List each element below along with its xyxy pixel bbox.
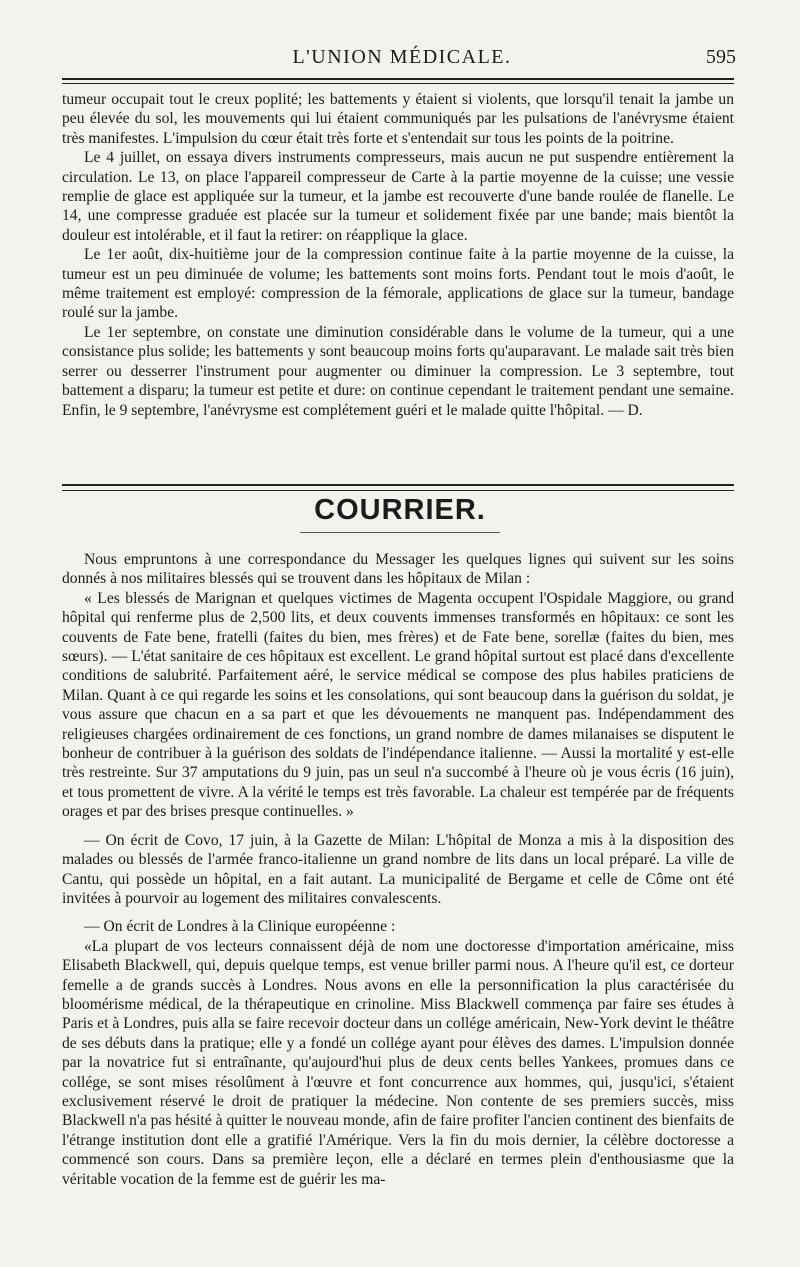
journal-title: L'UNION MÉDICALE. xyxy=(292,46,512,68)
page-number: 595 xyxy=(706,46,736,68)
paragraph: Nous empruntons à une correspondance du Messager les quelques lignes qui suivent sur les soins donnés à nos militaires blessés qui se trouvent dans les hôpitaux de Milan : xyxy=(62,551,734,588)
paragraph: tumeur occupait tout le creux poplité; les battements y étaient si violents, que lorsqu'il tenait la jambe un peu élevée du sol, les mouvements qui lui étaient communiqués par les pulsations de l'anévrysme étaient très manifestes. L'impulsion du cœur était très forte et s'entendait sur tous les points de la poitrine. xyxy=(62,91,734,147)
paragraph: Le 4 juillet, on essaya divers instruments compresseurs, mais aucun ne put suspendre entièrement la circulation. Le 13, on place l'appareil compresseur de Carte à la partie moyenne de la cuisse; une vessie remplie de glace est appliquée sur la tumeur, et la jambe est recouverte d'une bande roulée de flanelle. Le 14, une compresse graduée est placée sur la tumeur et solidement fixée par une bande; mais bientôt la douleur est intolérable, et il faut la retirer: on réapplique la glace. xyxy=(62,149,734,244)
paragraph: « Les blessés de Marignan et quelques victimes de Magenta occupent l'Ospidale Maggiore, ou grand hôpital qui renferme plus de 2,500 lits, et deux couvents immenses transformés en hôpitaux: ce sont les couvents de Fate bene, fratelli (faites du bien, mes frères) et de Fate bene, sorellæ (faites du bien, mes sœurs). — L'état sanitaire de ces hôpitaux est excellent. Le grand hôpital surtout est placé dans d'excellente conditions de salubrité. Parfaitement aéré, le service médical se compose des plus habiles praticiens de Milan. Quant à ce qui regarde les soins et les consolations, qui sont beaucoup dans la guérison du soldat, je vous assure que chacun en a sa part et que les dévouements ne manquent pas. Indépendamment des religieuses chargées ordinairement de ces fonctions, un grand nombre de dames milanaises se disputent le bonheur de contribuer à la guérison des soldats de l'indépendance italienne. — Aussi la mortalité y est-elle très restreinte. Sur 37 amputations du 9 juin, pas un seul n'a succombé à l'heure où je vous écris (16 juin), et tous promettent de vivre. A la vérité le temps est très favorable. La chaleur est tempérée par de fréquents orages et par des brises presque continuelles. » xyxy=(62,589,734,821)
paragraph: Le 1er août, dix-huitième jour de la compression continue faite à la partie moyenne de la cuisse, la tumeur est un peu diminuée de volume; les battements sont moins forts. Pendant tout le mois d'août, le même traitement est employé: compression de la fémorale, applications de glace sur la tumeur, bandage roulé sur la jambe. xyxy=(62,246,734,322)
paragraph: Le 1er septembre, on constate une diminution considérable dans le volume de la tumeur, qui a une consistance plus solide; les battements y sont beaucoup moins forts qu'auparavant. Le malade sait très bien serrer ou desserrer l'instrument pour augmenter ou diminuer la compression. Le 3 septembre, tout battement a disparu; la tumeur est petite et dure: on continue cependant le traitement pendant une semaine. Enfin, le 9 septembre, l'anévrysme est complétement guéri et le malade quitte l'hôpital. — D. xyxy=(62,323,734,419)
paragraph: — On écrit de Londres à la Clinique européenne : xyxy=(84,918,396,936)
section-divider xyxy=(62,484,734,491)
courrier-text xyxy=(62,550,734,1189)
section-heading: COURRIER. xyxy=(314,494,486,526)
header-rule xyxy=(62,78,734,84)
heading-underline xyxy=(300,532,500,533)
paragraph: «La plupart de vos lecteurs connaissent déjà de nom une doctoresse d'importation américaine, miss Elisabeth Blackwell, qui, depuis quelque temps, est venue briller parmi nous. A l'heure qu'il est, ce dorteur femelle a de grands succès à Londres. Nous avons en elle la personnification la plus caractérisée du bloomérisme médical, de la thérapeutique en crinoline. Miss Blackwell commença par faire ses études à Paris et à Londres, puis alla se faire recevoir docteur dans un collége américain, New-York devint le théâtre de ses débuts dans la pratique; elle y a fondé un collége ayant pour élèves des dames. L'impulsion donnée par la novatrice fut si entraînante, qu'aujourd'hui plus de deux cents belles Yankees, promues dans ce collége, se sont mises résolûment à l'œuvre et font concurrence aux hommes, qui, jusqu'ici, s'étaient exclusivement réservé le droit de pratiquer la médecine. Non contente de ses premiers succès, miss Blackwell n'a pas hésité à quitter le nouveau monde, afin de faire profiter l'ancien continent des bienfaits de l'étrange institution dont elle a gratifié l'Amérique. Vers la fin du mois dernier, la célèbre doctoresse a commencé son cours. Dans sa première leçon, elle a déclaré en termes plein d'enthousiasme que la véritable vocation de la femme est de guérir les ma- xyxy=(62,937,734,1188)
paragraph: — On écrit de Covo, 17 juin, à la Gazette de Milan: L'hôpital de Monza a mis à la disposition des malades ou blessés de l'armée franco-italienne un grand nombre de lits dans un local préparé. La ville de Cantu, qui possède un hôpital, en a fait autant. La municipalité de Bergame et celle de Côme ont été invitées à pourvoir au logement des militaires convalescents. xyxy=(62,831,734,907)
case-report-text xyxy=(62,90,734,420)
running-header xyxy=(62,44,742,74)
